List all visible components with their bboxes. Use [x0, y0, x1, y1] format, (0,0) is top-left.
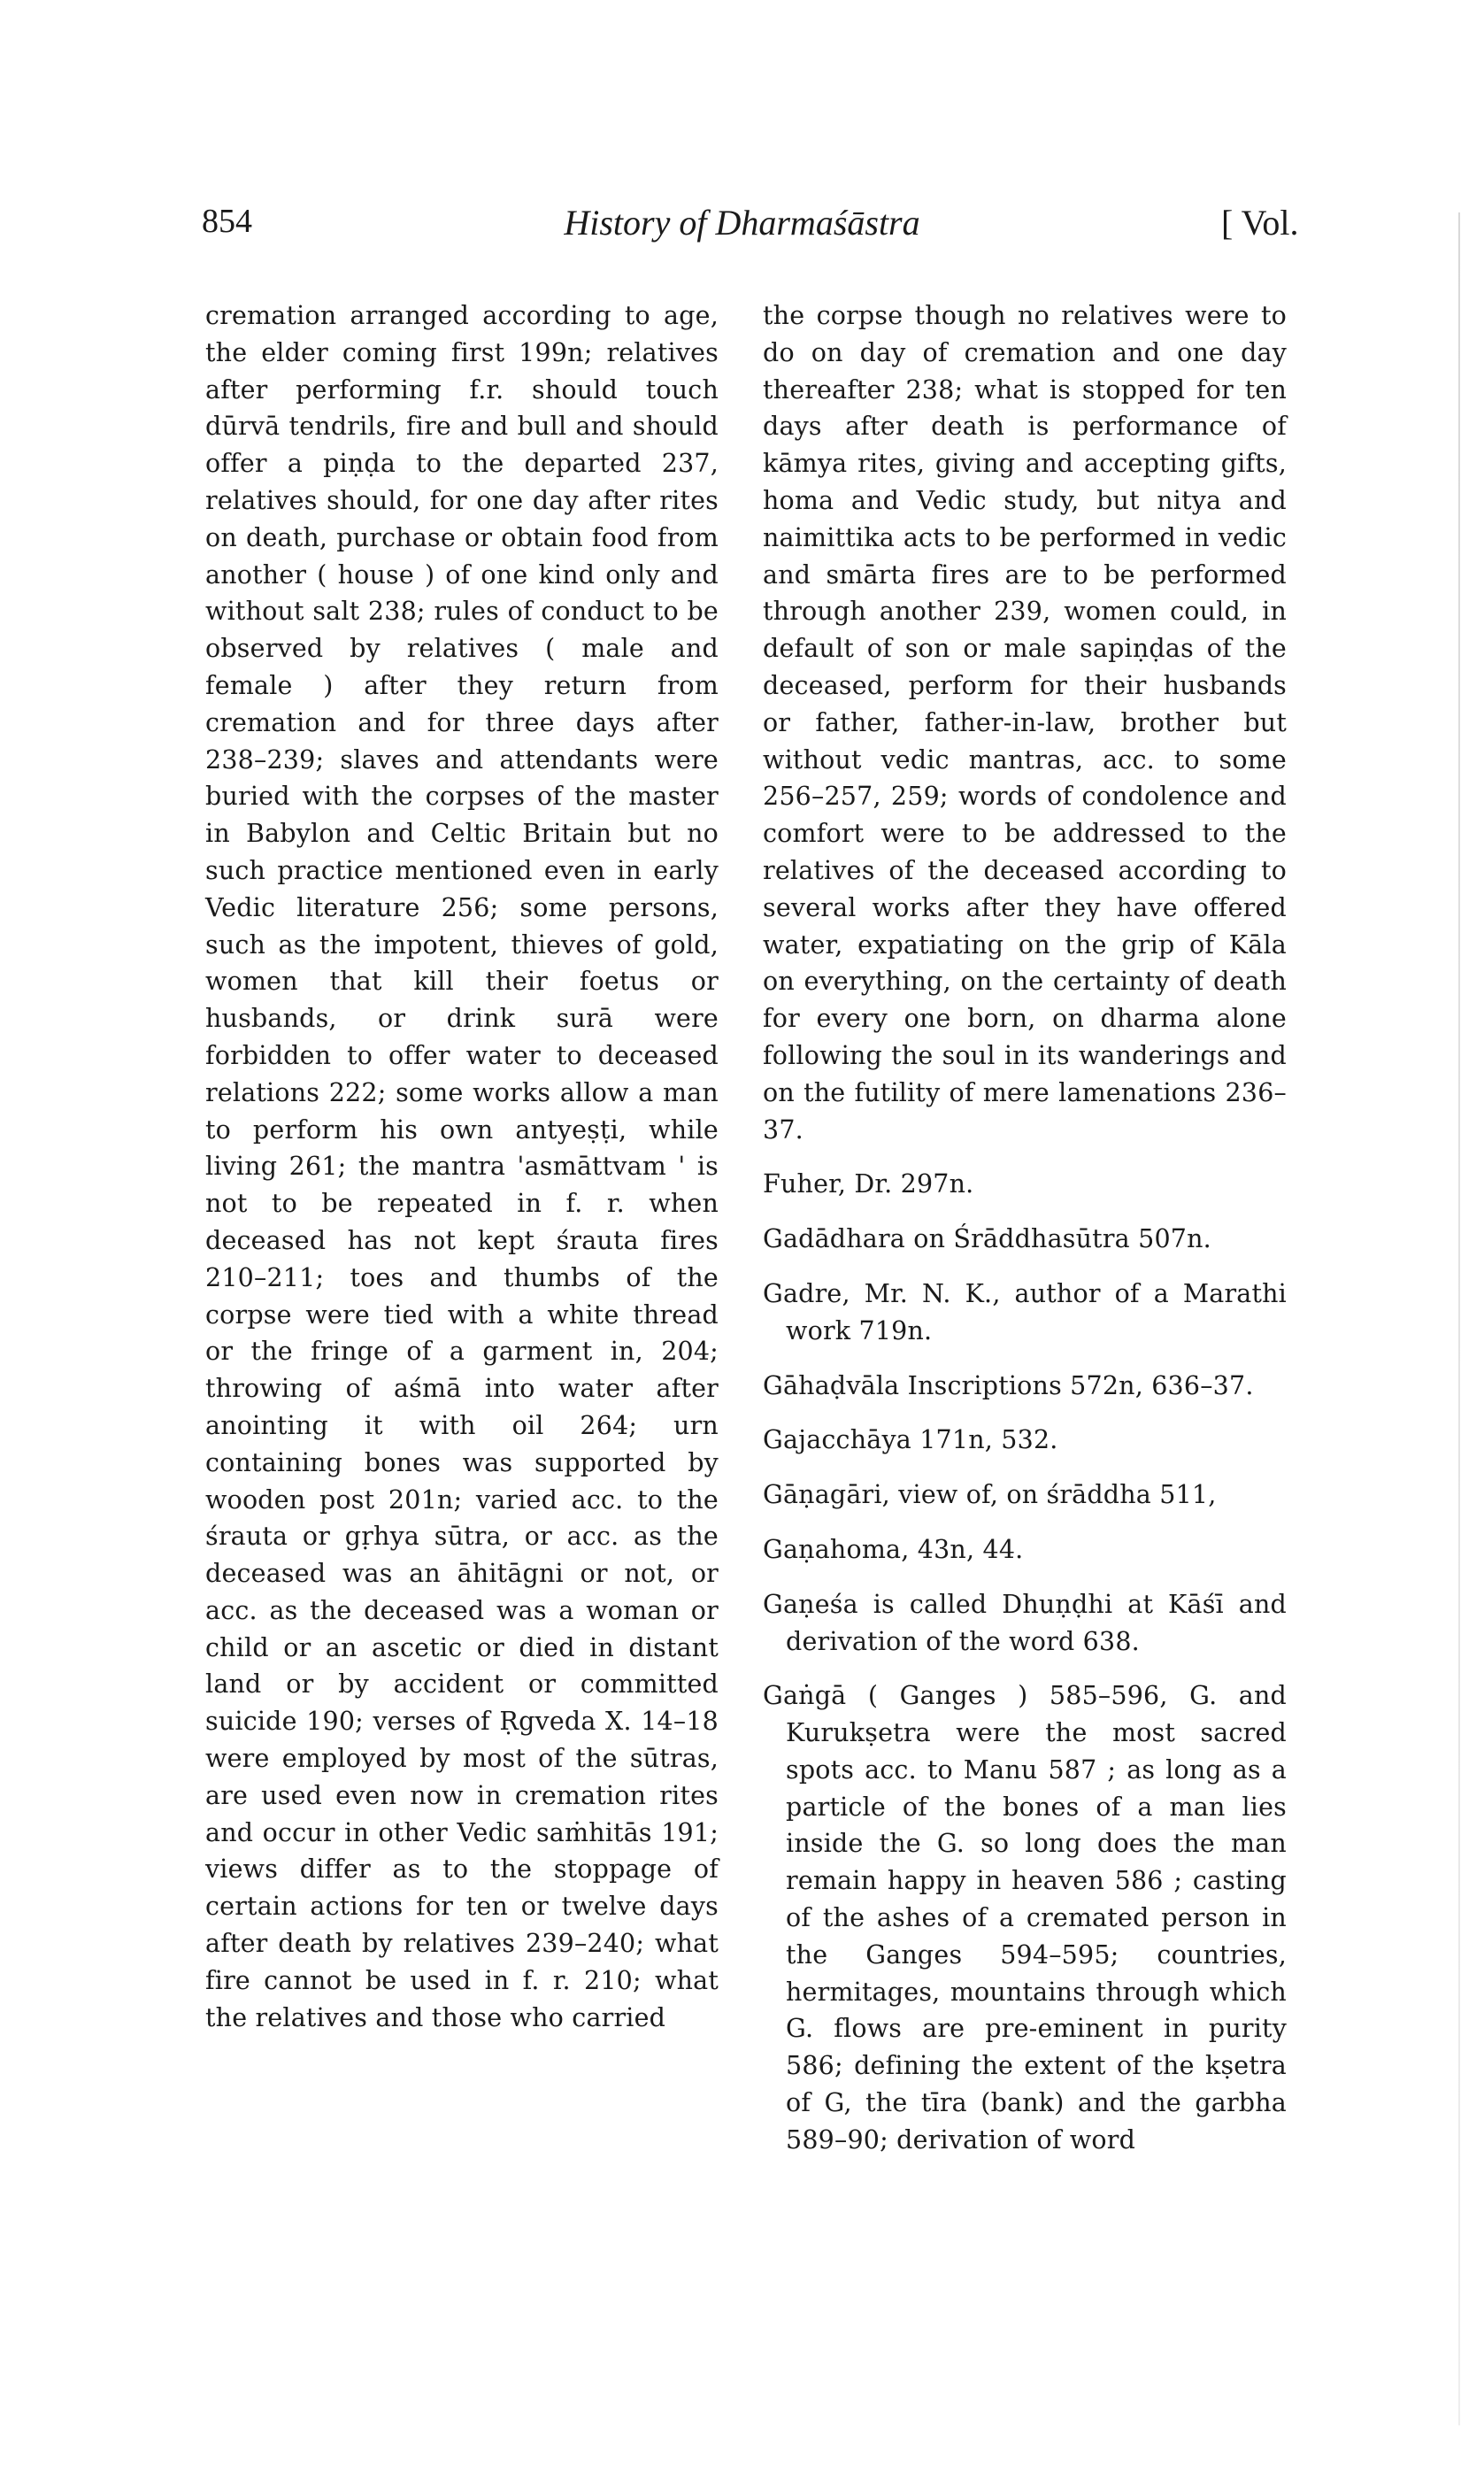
page-header — [0, 202, 1484, 255]
index-entry-ganagari: Gāṇagāri, view of, on śrāddha 511, — [763, 1480, 1217, 1510]
page-edge-line — [1458, 212, 1460, 2425]
right-column — [763, 297, 1287, 2177]
index-entry-ganahoma: Gaṇahoma, 43n, 44. — [763, 1534, 1024, 1564]
index-entry-gadre: Gadre, Mr. N. K., author of a Marathi work 719n. — [763, 1278, 1287, 1345]
index-entry-ganesa: Gaṇeśa is called Dhuṇḍhi at Kāśī and derivation of the word 638. — [763, 1589, 1287, 1656]
index-entry-gahadvala: Gāhaḍvāla Inscriptions 572n, 636–37. — [763, 1370, 1254, 1400]
index-entry-fuher: Fuher, Dr. 297n. — [763, 1169, 974, 1199]
index-entry-ganga: Gaṅgā ( Ganges ) 585–596, G. and Kurukṣetra were the most sacred spots acc. to Manu 587 ; as long as a particle of the bones of a man lies inside the G. so long does the man remain happy in heaven 586 ; casting of the ashes of a cremated person in the Ganges 594–595; countries, hermitages, mountains through which G. flows are pre-eminent in purity 586; defining the extent of the kṣetra of G, the tīra (bank) and the garbha 589–90; derivation of word — [763, 1681, 1287, 2155]
volume-label: [ Vol. — [1221, 203, 1299, 243]
page-number: 854 — [202, 203, 252, 240]
index-entry-gadadhara: Gadādhara on Śrāddhasūtra 507n. — [763, 1224, 1211, 1254]
index-entry-continuation: the corpse though no relatives were to do on day of cremation and one day thereafter 238; what is stopped for ten days after death is performance of kāmya rites, giving and accepting gifts, homa and Vedic study, but nitya and naimittika acts to be performed in vedic and smārta fires are to be performed through another 239, women could, in default of son or male sapiṇḍas of the deceased, perform for their husbands or father, father-in-law, brother but without vedic mantras, acc. to some 256–257, 259; words of condolence and comfort were to be addressed to the relatives of the deceased according to several works after they have offered water, expatiating on the grip of Kāla on everything, on the certainty of death for every one born, on dharma alone following the soul in its wanderings and on the futility of mere lamenations 236–37. — [763, 301, 1287, 1145]
index-entry-gajacchaya: Gajacchāya 171n, 532. — [763, 1425, 1058, 1455]
running-title: History of Dharmaśāstra — [564, 203, 920, 243]
index-text-block: cremation arranged according to age, the elder coming first 199n; relatives after performing f.r. should touch dūrvā tendrils, fire and bull and should offer a piṇḍa to the departed 237, relatives should, for one day after rites on death, purchase or obtain food from another ( house ) of one kind only and without salt 238; rules of conduct to be observed by relatives ( male and female ) after they return from cremation and for three days after 238–239; slaves and attendants were buried with the corpses of the master in Babylon and Celtic Britain but no such practice mentioned even in early Vedic literature 256; some persons, such as the impotent, thieves of gold, women that kill their foetus or husbands, or drink surā were forbidden to offer water to deceased relations 222; some works allow a man to perform his own antyeṣṭi, while living 261; the mantra 'asmāttvam ' is not to be repeated in f. r. when deceased has not kept śrauta fires 210–211; toes and thumbs of the corpse were tied with a white thread or the fringe of a garment in, 204; throwing of aśmā into water after anointing it with oil 264; urn containing bones was supported by wooden post 201n; varied acc. to the śrauta or gṛhya sūtra, or acc. as the deceased was an āhitāgni or not, or acc. as the deceased was a woman or child or an ascetic or died in distant land or by accident or committed suicide 190; verses of Ṛgveda X. 14–18 were employed by most of the sūtras, are used even now in cremation rites and occur in other Vedic saṁhitās 191; views differ as to the stoppage of certain actions for ten or twelve days after death by relatives 239–240; what fire cannot be used in f. r. 210; what the relatives and those who carried — [205, 301, 719, 2032]
left-column — [205, 297, 719, 2036]
